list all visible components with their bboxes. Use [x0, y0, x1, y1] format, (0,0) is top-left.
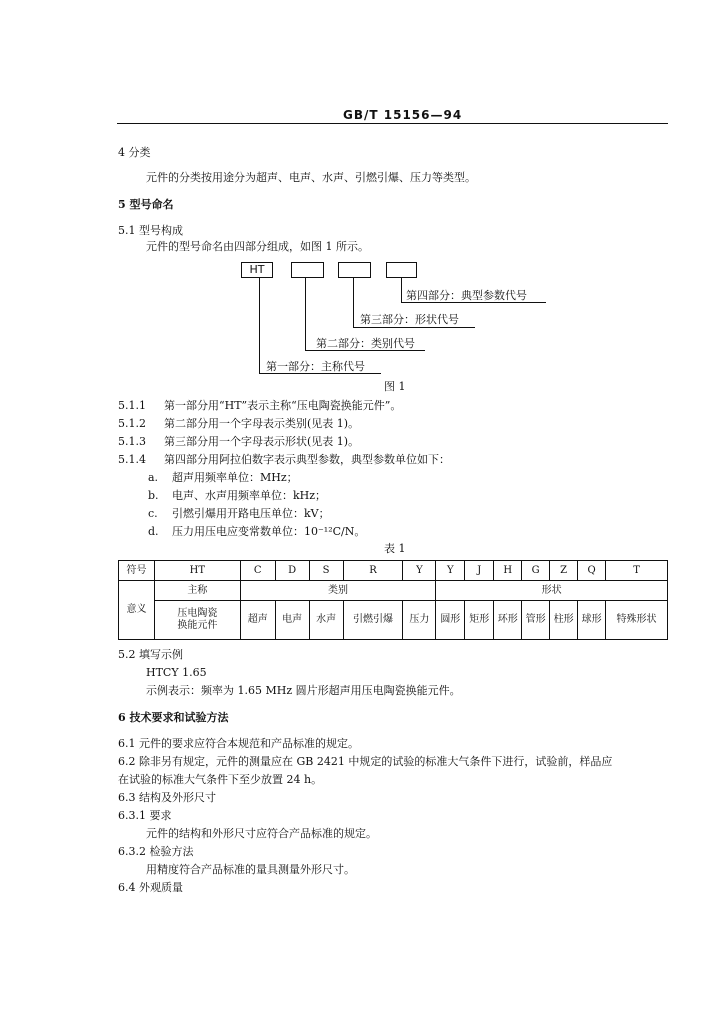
table-cell: 管形 — [522, 601, 550, 640]
section-5-1-text: 元件的型号命名由四部分组成，如图 1 所示。 — [146, 240, 369, 253]
item-5-1-4-number: 5.1.4 — [118, 453, 146, 466]
table-cell: 矩形 — [465, 601, 494, 640]
table-cell: Z — [550, 561, 578, 581]
ht-desc-line1: 压电陶瓷 — [177, 608, 218, 619]
figure-box-part1: HT — [241, 262, 273, 278]
para-6-1: 6.1 元件的要求应符合本规范和产品标准的规定。 — [118, 737, 359, 750]
table-cell: 柱形 — [550, 601, 578, 640]
table-header-symbol: 符号 — [119, 561, 155, 581]
figure-label-part1: 第一部分：主称代号 — [266, 360, 365, 373]
header-rule — [117, 123, 668, 124]
figure-caption: 图 1 — [384, 380, 406, 393]
table-cell-ht: HT — [154, 561, 240, 581]
table-cell: C — [240, 561, 275, 581]
item-5-1-2-number: 5.1.2 — [118, 417, 146, 430]
para-6-3-1: 6.3.1 要求 — [118, 809, 172, 822]
sublist-b-text: 电声、水声用频率单位：kHz； — [172, 489, 327, 502]
figure-underline-3 — [353, 327, 475, 328]
figure-leader-2 — [305, 278, 306, 350]
table-cell: Q — [578, 561, 606, 581]
figure-box-part3 — [338, 262, 371, 278]
table-cell: G — [522, 561, 550, 581]
para-6-3-2-text: 用精度符合产品标准的量具测量外形尺寸。 — [146, 863, 355, 876]
item-5-1-1-number: 5.1.1 — [118, 399, 146, 412]
standard-number-header: GB/T 15156—94 — [343, 108, 463, 122]
table-cell: R — [343, 561, 403, 581]
table-cell: S — [309, 561, 343, 581]
figure-label-part2: 第二部分：类别代号 — [316, 337, 415, 350]
figure-label-part3: 第三部分：形状代号 — [360, 313, 459, 326]
section-4-title: 4 分类 — [118, 146, 151, 159]
ht-desc-line2: 换能元件 — [177, 620, 218, 631]
para-6-3-1-text: 元件的结构和外形尺寸应符合产品标准的规定。 — [146, 827, 377, 840]
table-cell: 水声 — [309, 601, 343, 640]
sublist-a-text: 超声用频率单位：MHz； — [172, 471, 298, 484]
para-6-3: 6.3 结构及外形尺寸 — [118, 791, 216, 804]
item-5-1-2-text: 第二部分用一个字母表示类别(见表 1)。 — [164, 417, 360, 430]
table-cell: Y — [436, 561, 465, 581]
section-5-title: 5 型号命名 — [118, 198, 174, 211]
table-cell: 压力 — [403, 601, 436, 640]
sublist-c-key: c. — [148, 507, 158, 520]
section-5-2-desc: 示例表示：频率为 1.65 MHz 圆片形超声用压电陶瓷换能元件。 — [146, 684, 461, 697]
section-5-1-title: 5.1 型号构成 — [118, 224, 183, 237]
figure-label-part4: 第四部分：典型参数代号 — [406, 289, 527, 302]
table-row-symbols — [119, 561, 668, 581]
figure-box-part2 — [291, 262, 324, 278]
para-6-3-2: 6.3.2 检验方法 — [118, 845, 194, 858]
figure-leader-3 — [353, 278, 354, 327]
table-row-groups — [119, 581, 668, 601]
item-5-1-1-text: 第一部分用“HT”表示主称“压电陶瓷换能元件”。 — [164, 399, 402, 412]
section-4-text: 元件的分类按用途分为超声、电声、水声、引燃引爆、压力等类型。 — [146, 171, 476, 184]
sublist-d-key: d. — [148, 525, 159, 538]
item-5-1-3-number: 5.1.3 — [118, 435, 146, 448]
section-5-2-example: HTCY 1.65 — [146, 666, 207, 679]
table-cell-shape-label: 形状 — [436, 581, 668, 601]
item-5-1-4-text: 第四部分用阿拉伯数字表示典型参数，典型参数单位如下： — [164, 453, 450, 466]
table-cell: Y — [403, 561, 436, 581]
section-6-title: 6 技术要求和试验方法 — [118, 711, 229, 724]
table-cell: D — [275, 561, 309, 581]
para-6-4: 6.4 外观质量 — [118, 881, 183, 894]
table-cell: T — [606, 561, 668, 581]
table-header-meaning: 意义 — [119, 581, 155, 640]
figure-leader-1 — [259, 278, 260, 373]
table-cell: J — [465, 561, 494, 581]
para-6-2-line2: 在试验的标准大气条件下至少放置 24 h。 — [118, 773, 323, 786]
sublist-c-text: 引燃引爆用开路电压单位：kV； — [172, 507, 330, 520]
table-cell-ht-desc — [154, 601, 240, 640]
classification-table — [118, 560, 668, 640]
table-cell-category-label: 类别 — [240, 581, 436, 601]
para-6-2-line1: 6.2 除非另有规定，元件的测量应在 GB 2421 中规定的试验的标准大气条件下进行，试验前，样品应 — [118, 755, 613, 768]
item-5-1-3-text: 第三部分用一个字母表示形状(见表 1)。 — [164, 435, 360, 448]
sublist-d-text: 压力用压电应变常数单位：10⁻¹²C/N。 — [172, 525, 366, 538]
table-cell: 电声 — [275, 601, 309, 640]
figure-leader-4 — [401, 278, 402, 302]
table-cell: H — [494, 561, 522, 581]
table-cell: 球形 — [578, 601, 606, 640]
table-cell: 特殊形状 — [606, 601, 668, 640]
table-cell: 超声 — [240, 601, 275, 640]
figure-box-part4 — [386, 262, 417, 278]
table-cell: 圆形 — [436, 601, 465, 640]
table-caption: 表 1 — [384, 542, 406, 555]
sublist-b-key: b. — [148, 489, 159, 502]
table-cell: 环形 — [494, 601, 522, 640]
table-row-names — [119, 601, 668, 640]
table-cell: 引燃引爆 — [343, 601, 403, 640]
sublist-a-key: a. — [148, 471, 159, 484]
section-5-2-title: 5.2 填写示例 — [118, 648, 183, 661]
table-cell-main-label: 主称 — [154, 581, 240, 601]
